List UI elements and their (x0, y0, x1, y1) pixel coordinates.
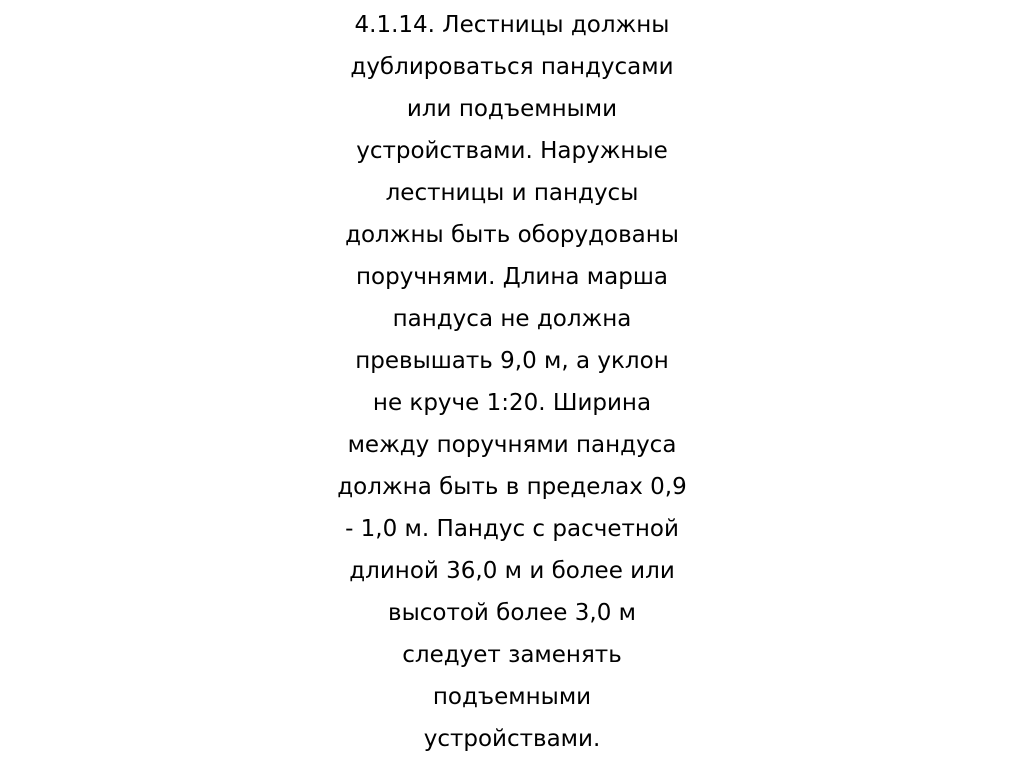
paragraph-line: лестницы и пандусы (385, 180, 639, 206)
paragraph-line: 4.1.14. Лестницы должны (354, 12, 670, 38)
paragraph-line: длиной 36,0 м и более или (349, 558, 675, 584)
paragraph-line: пандуса не должна (392, 306, 632, 332)
paragraph-line: между поручнями пандуса (347, 432, 677, 458)
paragraph-line: не круче 1:20. Ширина (372, 390, 652, 416)
paragraph-line: подъемными (432, 684, 592, 710)
paragraph-line: дублироваться пандусами (350, 54, 674, 80)
paragraph-line: устройствами. Наружные (356, 138, 668, 164)
paragraph-line: - 1,0 м. Пандус с расчетной (345, 516, 679, 542)
paragraph-line: должны быть оборудованы (345, 222, 679, 248)
paragraph-line: должна быть в пределах 0,9 (337, 474, 687, 500)
paragraph-line: следует заменять (402, 642, 622, 668)
paragraph-line: или подъемными (406, 96, 618, 122)
paragraph-line: устройствами. (423, 726, 601, 752)
paragraph-line: поручнями. Длина марша (356, 264, 668, 290)
paragraph-4-1-14 (312, 4, 712, 760)
paragraph-line: превышать 9,0 м, а уклон (355, 348, 669, 374)
paragraph-line: высотой более 3,0 м (388, 600, 636, 626)
